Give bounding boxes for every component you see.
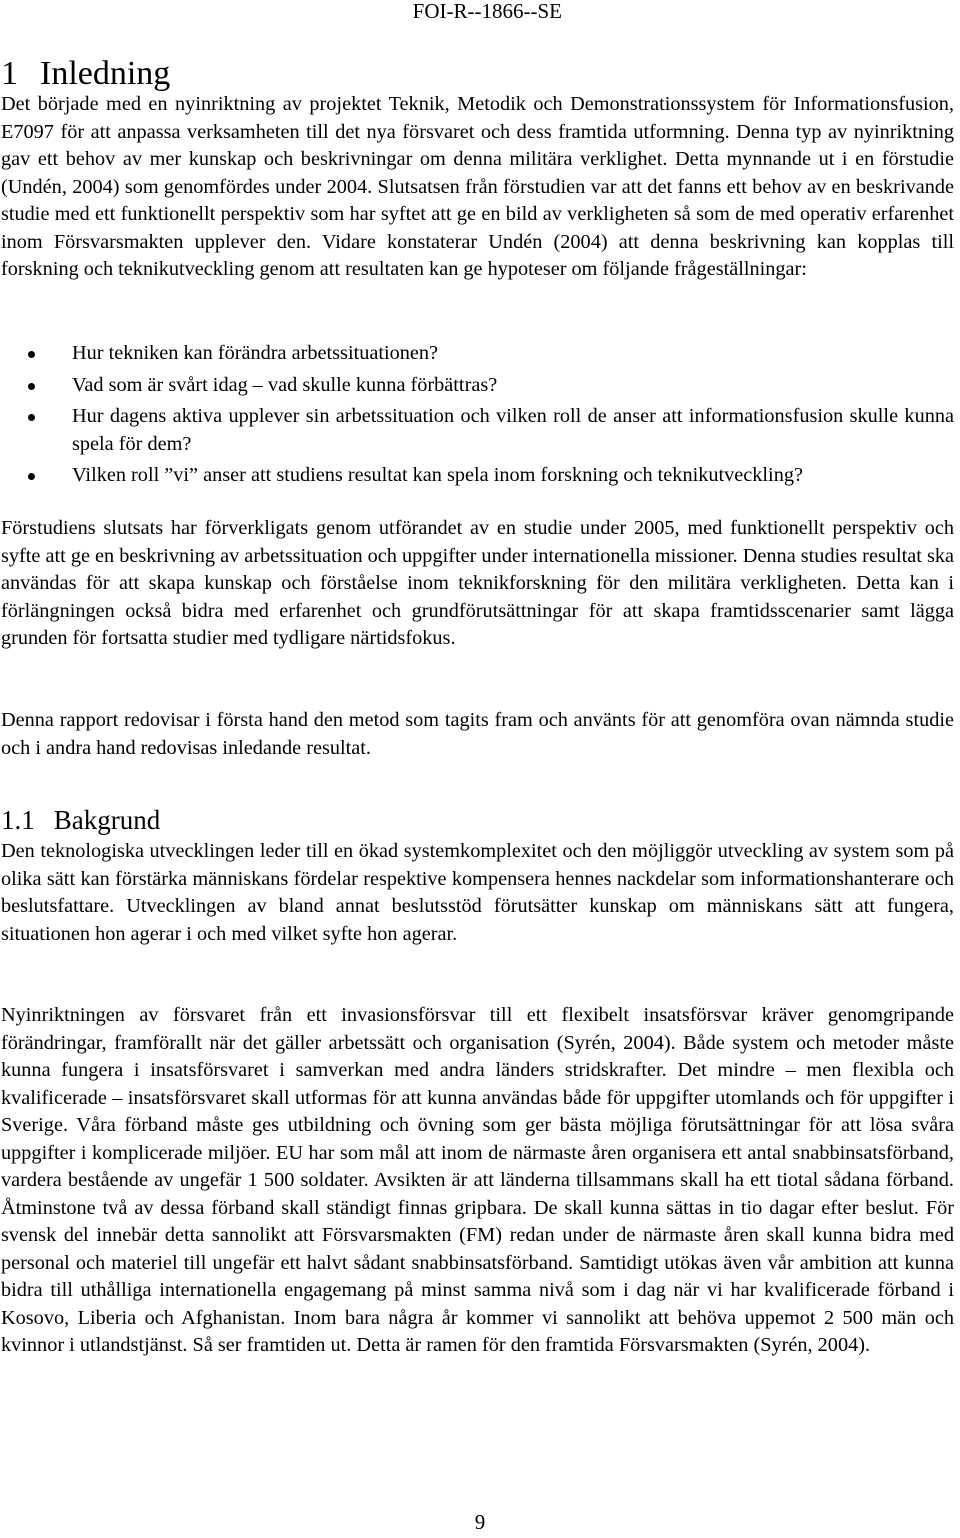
- bullet-icon: [28, 414, 35, 421]
- subsection-heading: [1, 803, 160, 837]
- section-heading: [1, 54, 170, 94]
- paragraph: Förstudiens slutsats har förverkligats genom utförandet av en studie under 2005, med funktionellt perspektiv och syfte att ge en beskrivning av arbetssituation och uppgifter under internationella missioner. Denna studies resultat ska användas för att skapa kunskap och förståelse inom teknikforskning för den militära verkligheten. Detta kan i förlängningen också bidra med erfarenhet och grundförutsättningar för att skapa framtidsscenarier samt lägga grunden för fortsatta studier med tydligare närtidsfokus.: [1, 517, 954, 649]
- page-number: 9: [474, 1510, 486, 1534]
- subsection-title: Bakgrund: [53, 805, 161, 835]
- list-item: Hur dagens aktiva upplever sin arbetssituation och vilken roll de anser att informationsfusion skulle kunna spela för dem?: [0, 403, 954, 458]
- bullet-icon: [28, 351, 35, 358]
- intro-paragraph: Det började med en nyinriktning av projektet Teknik, Metodik och Demonstrationssystem för Informationsfusion, E7097 för att anpassa verksamheten till det nya försvaret och dess framtida utformning. Denna typ av nyinriktning gav ett behov av mer kunskap och beskrivningar om denna militära verklighet. Detta mynnande ut i en förstudie (Undén, 2004) som genomfördes under 2004. Slutsatsen från förstudien var att det fanns ett behov av en beskrivande studie med ett funktionellt perspektiv som har syftet att ge en bild av verkligheten så som de med operativ erfarenhet inom Försvarsmakten upplever den. Vidare konstaterar Undén (2004) att denna beskrivning kan kopplas till forskning och teknikutveckling genom att resultaten kan ge hypoteser om följande frågeställningar:: [1, 93, 954, 280]
- paragraph: Nyinriktningen av försvaret från ett invasionsförsvar till ett flexibelt insatsförsvar kräver genomgripande förändringar, framförallt när det gäller arbetssätt och organisation (Syrén, 2004). Både system och metoder måste kunna fungera i insatsförsvaret i samverkan med andra länders stridskrafter. Det mindre – men flexibla och kvalificerade – insatsförsvaret skall utformas för att kunna användas både för uppgifter utomlands och för uppgifter i Sverige. Våra förband måste ges utbildning och övning som ger bästa möjliga förutsättningar för att lösa svåra uppgifter i komplicerade miljöer. EU har som mål att inom de närmaste åren organisera ett antal snabbinsatsförband, vardera bestående av ungefär 1 500 soldater. Avsikten är att länderna tillsammans skall ha ett tiotal sådana förband. Åtminstone två av dessa förband skall ständigt finnas gripbara. De skall kunna sättas in tio dagar efter beslut. För svensk del innebär detta sannolikt att Försvarsmakten (FM) redan under de närmaste åren skall kunna bidra med personal och materiel till ungefär ett halvt sådant snabbinsatsförband. Samtidigt utökas även vår ambition att kunna bidra till uthålliga internationella engagemang på minst samma nivå som i dag när vi har kvalificerade förband i Kosovo, Liberia och Afghanistan. Inom bara några år kommer vi sannolikt att behöva uppemot 2 500 män och kvinnor i utlandstjänst. Så ser framtiden ut. Detta är ramen för den framtida Försvarsmakten (Syrén, 2004).: [1, 1004, 954, 1356]
- list-item: Hur tekniken kan förändra arbetssituationen?: [0, 340, 954, 368]
- question-list: [0, 340, 954, 490]
- section-number: 1: [1, 55, 18, 92]
- section-title: Inledning: [40, 55, 171, 92]
- list-item: Vad som är svårt idag – vad skulle kunna förbättras?: [0, 372, 954, 400]
- bullet-icon: [28, 383, 35, 390]
- paragraph: Denna rapport redovisar i första hand den metod som tagits fram och använts för att genomföra ovan nämnda studie och i andra hand redovisas inledande resultat.: [1, 709, 954, 759]
- list-item: Vilken roll ”vi” anser att studiens resultat kan spela inom forskning och teknikutveckling?: [0, 462, 954, 490]
- subsection-number: 1.1: [1, 805, 35, 835]
- report-code: FOI-R--1866--SE: [412, 0, 562, 23]
- bullet-icon: [28, 473, 35, 480]
- paragraph: Den teknologiska utvecklingen leder till en ökad systemkomplexitet och den möjliggör utveckling av system som på olika sätt kan förstärka människans fördelar respektive kompensera hennes nackdelar som informationshanterare och beslutsfattare. Utvecklingen av bland annat beslutsstöd förutsätter kunskap om människans sätt att fungera, situationen hon agerar i och med vilket syfte hon agerar.: [1, 840, 954, 945]
